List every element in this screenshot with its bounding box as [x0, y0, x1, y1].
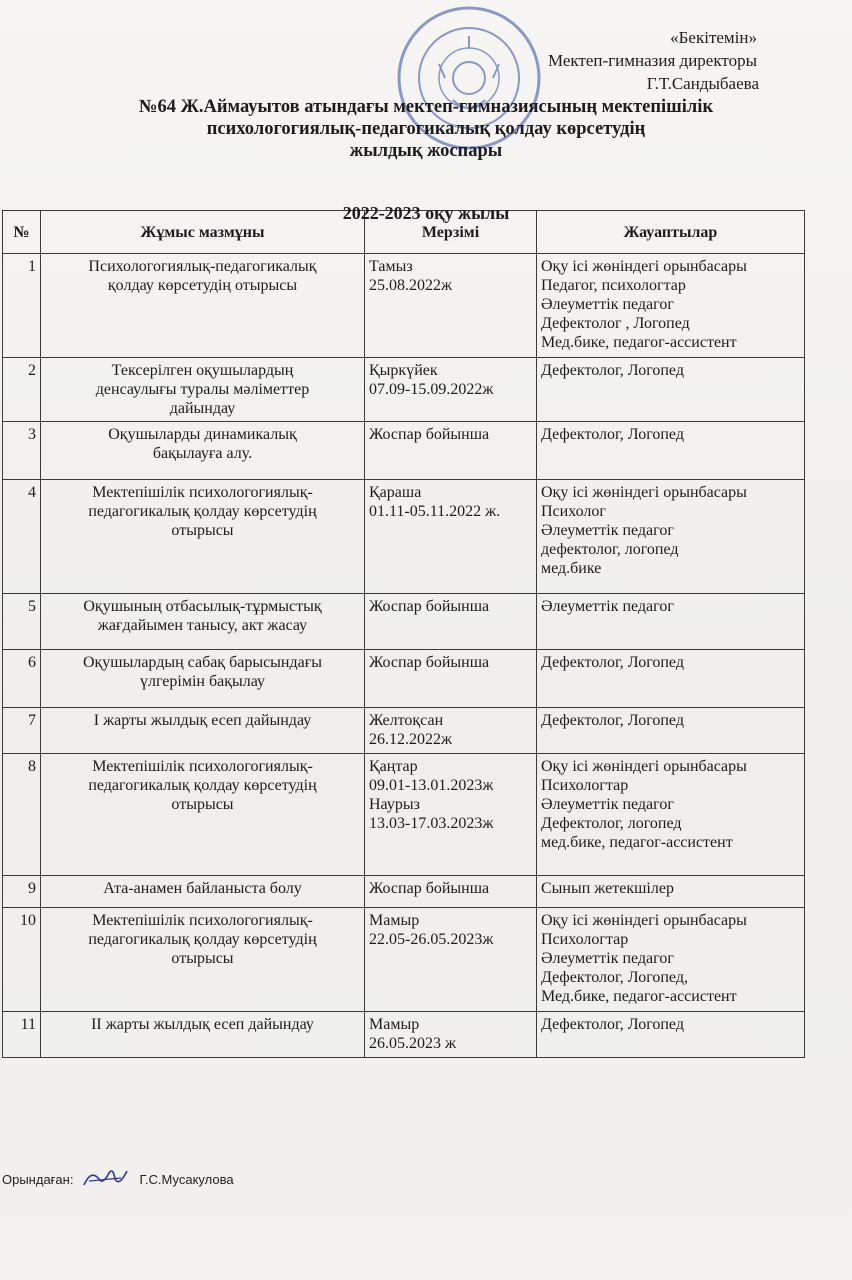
- row-responsible-line: Дефектолог, логопед: [541, 815, 682, 832]
- row-content-line: педагогикалық қолдау көрсетудің: [88, 503, 317, 520]
- row-responsible: [537, 254, 805, 358]
- row-content-line: дайындау: [169, 400, 236, 417]
- row-term-line: 26.05.2023 ж: [369, 1035, 457, 1052]
- row-responsible-line: Дефектолог, Логопед: [541, 712, 684, 729]
- row-content-line: Мектепішілік психологогиялық-: [92, 912, 313, 929]
- row-responsible-line: Мед.бике, педагог-ассистент: [541, 334, 737, 351]
- row-responsible-line: Дефектолог, Логопед: [541, 1016, 684, 1033]
- row-term-line: 01.11-05.11.2022 ж.: [369, 503, 501, 520]
- row-term-line: Жоспар бойынша: [369, 654, 490, 671]
- row-number: 9: [3, 876, 41, 908]
- row-term: [365, 358, 537, 422]
- row-term: [365, 422, 537, 480]
- approval-heading: «Бекітемін»: [670, 28, 757, 47]
- row-term: [365, 1012, 537, 1058]
- row-term: [365, 908, 537, 1012]
- row-responsible-line: Мед.бике, педагог-ассистент: [541, 988, 737, 1005]
- row-responsible-line: Дефектолог, Логопед: [541, 654, 684, 671]
- row-term-line: 26.12.2022ж: [369, 731, 453, 748]
- row-content-line: отырысы: [171, 950, 234, 967]
- row-term-line: Жоспар бойынша: [369, 598, 490, 615]
- row-responsible-line: Әлеуметтік педагог: [541, 296, 674, 313]
- row-responsible-line: дефектолог, логопед: [541, 541, 679, 558]
- row-term-line: Наурыз: [369, 796, 420, 813]
- row-responsible-line: Оқу ісі жөніндегі орынбасары: [541, 258, 747, 275]
- row-content: [41, 422, 365, 480]
- title-line-2: психологогиялық-педагогикалық қолдау көрсетудің: [206, 119, 646, 139]
- row-responsible-line: Педагог, психологтар: [541, 277, 686, 294]
- row-responsible: [537, 422, 805, 480]
- table-row: [3, 708, 805, 754]
- row-responsible-line: Дефектолог, Логопед,: [541, 969, 688, 986]
- row-content-line: Мектепішілік психологогиялық-: [92, 484, 313, 501]
- footer-name: Г.С.Мусакулова: [139, 1171, 234, 1187]
- row-content-line: Ата-анамен байланыста болу: [103, 880, 302, 897]
- row-content: [41, 254, 365, 358]
- row-number: 1: [3, 254, 41, 358]
- row-term-line: 13.03-17.03.2023ж: [369, 815, 494, 832]
- signature: [81, 1165, 131, 1193]
- row-responsible-line: Психологтар: [541, 777, 629, 794]
- row-number: 5: [3, 594, 41, 650]
- row-responsible: [537, 650, 805, 708]
- row-term-line: Жоспар бойынша: [369, 880, 490, 897]
- row-responsible-line: Оқу ісі жөніндегі орынбасары: [541, 912, 747, 929]
- header-content: Жұмыс мазмұны: [41, 211, 365, 254]
- row-responsible: [537, 480, 805, 594]
- row-content-line: денсаулығы туралы мәліметтер: [95, 381, 310, 398]
- row-responsible-line: мед.бике: [541, 560, 602, 577]
- row-term: [365, 876, 537, 908]
- row-responsible-line: Әлеуметтік педагог: [541, 522, 674, 539]
- footer: [2, 1165, 234, 1193]
- table-row: [3, 754, 805, 876]
- row-responsible-line: мед.бике, педагог-ассистент: [541, 834, 733, 851]
- row-content: [41, 650, 365, 708]
- header-responsible: Жауаптылар: [537, 211, 805, 254]
- row-content-line: І жарты жылдық есеп дайындау: [93, 712, 312, 729]
- approval-name: Г.Т.Сандыбаева: [646, 74, 759, 93]
- row-responsible-line: Әлеуметтік педагог: [541, 950, 674, 967]
- row-term-line: Тамыз: [369, 258, 413, 275]
- table-row: [3, 650, 805, 708]
- row-term: [365, 594, 537, 650]
- row-responsible: [537, 594, 805, 650]
- row-content: [41, 1012, 365, 1058]
- row-term-line: Қыркүйек: [369, 362, 438, 379]
- row-term-line: Мамыр: [369, 1016, 420, 1033]
- table-row: [3, 908, 805, 1012]
- row-content-line: Тексерілген оқушылардың: [111, 362, 294, 379]
- row-term: [365, 480, 537, 594]
- row-responsible: [537, 754, 805, 876]
- row-content: [41, 708, 365, 754]
- row-responsible: [537, 908, 805, 1012]
- table-row: [3, 480, 805, 594]
- row-term: [365, 708, 537, 754]
- row-responsible-line: Психолог: [541, 503, 606, 520]
- row-term: [365, 650, 537, 708]
- row-content-line: Оқушылардың сабақ барысындағы: [82, 654, 323, 671]
- row-content-line: отырысы: [171, 796, 234, 813]
- row-content-line: ІІ жарты жылдық есеп дайындау: [91, 1016, 314, 1033]
- title-line-1: №64 Ж.Аймауытов атындағы мектеп-гимназиясының мектепішілік: [138, 97, 714, 117]
- header-term: Мерзімі: [365, 211, 537, 254]
- row-content-line: үлгерімін бақылау: [139, 673, 266, 690]
- row-term-line: Қараша: [369, 484, 422, 501]
- row-responsible: [537, 876, 805, 908]
- row-content-line: Оқушыларды динамикалық: [108, 426, 297, 443]
- row-content: [41, 594, 365, 650]
- row-term-line: Жоспар бойынша: [369, 426, 490, 443]
- row-content: [41, 358, 365, 422]
- table-row: [3, 876, 805, 908]
- row-content-line: отырысы: [171, 522, 234, 539]
- row-term-line: Қаңтар: [369, 758, 418, 775]
- table-row: [3, 594, 805, 650]
- row-content: [41, 876, 365, 908]
- row-term-line: 25.08.2022ж: [369, 277, 453, 294]
- header-number: №: [3, 211, 41, 254]
- table-row: [3, 254, 805, 358]
- row-content-line: жағдайымен танысу, акт жасау: [97, 617, 308, 634]
- row-content: [41, 908, 365, 1012]
- row-content-line: педагогикалық қолдау көрсетудің: [88, 777, 317, 794]
- row-content-line: Психологогиялық-педагогикалық: [88, 258, 317, 275]
- row-content-line: педагогикалық қолдау көрсетудің: [88, 931, 317, 948]
- row-content-line: бақылауға алу.: [152, 445, 253, 462]
- row-responsible-line: Оқу ісі жөніндегі орынбасары: [541, 484, 747, 501]
- row-term: [365, 754, 537, 876]
- row-responsible-line: Әлеуметтік педагог: [541, 796, 674, 813]
- row-responsible: [537, 1012, 805, 1058]
- row-number: 4: [3, 480, 41, 594]
- row-number: 6: [3, 650, 41, 708]
- row-number: 3: [3, 422, 41, 480]
- row-number: 2: [3, 358, 41, 422]
- row-content-line: Оқушының отбасылық-тұрмыстық: [83, 598, 322, 615]
- table-row: [3, 1012, 805, 1058]
- row-number: 10: [3, 908, 41, 1012]
- row-number: 8: [3, 754, 41, 876]
- row-content-line: қолдау көрсетудің отырысы: [107, 277, 298, 294]
- row-responsible-line: Дефектолог , Логопед: [541, 315, 690, 332]
- row-term-line: 07.09-15.09.2022ж: [369, 381, 494, 398]
- row-responsible-line: Оқу ісі жөніндегі орынбасары: [541, 758, 747, 775]
- row-content: [41, 754, 365, 876]
- approval-block: [548, 26, 757, 95]
- row-responsible-line: Психологтар: [541, 931, 629, 948]
- row-term-line: 09.01-13.01.2023ж: [369, 777, 494, 794]
- row-term-line: 22.05-26.05.2023ж: [369, 931, 494, 948]
- row-number: 11: [3, 1012, 41, 1058]
- table-row: [3, 422, 805, 480]
- row-content: [41, 480, 365, 594]
- row-term-line: Мамыр: [369, 912, 420, 929]
- title-line-3: жылдық жоспары: [349, 141, 503, 161]
- plan-table: [2, 210, 805, 1058]
- row-content-line: Мектепішілік психологогиялық-: [92, 758, 313, 775]
- row-term: [365, 254, 537, 358]
- footer-label: Орындаған:: [2, 1171, 74, 1187]
- row-term-line: Желтоқсан: [369, 712, 444, 729]
- row-responsible: [537, 358, 805, 422]
- table-row: [3, 358, 805, 422]
- row-responsible-line: Дефектолог, Логопед: [541, 426, 684, 443]
- row-number: 7: [3, 708, 41, 754]
- row-responsible: [537, 708, 805, 754]
- row-responsible-line: Сынып жетекшілер: [541, 880, 674, 897]
- row-responsible-line: Әлеуметтік педагог: [541, 598, 674, 615]
- approval-position: Мектеп-гимназия директоры: [547, 51, 757, 70]
- document-title: [0, 96, 852, 162]
- academic-year: 2022-2023 оқу жылы: [342, 203, 510, 223]
- row-responsible-line: Дефектолог, Логопед: [541, 362, 684, 379]
